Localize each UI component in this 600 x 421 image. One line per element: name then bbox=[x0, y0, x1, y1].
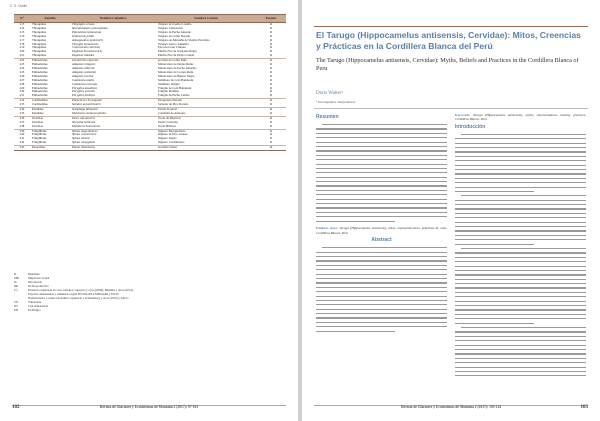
cell-family: Emberizidae bbox=[32, 93, 48, 98]
cell-common-name: Tangara de Cuello Castaño bbox=[156, 23, 256, 27]
cell-number: 216 bbox=[19, 33, 25, 38]
cell-family: Emberizidae bbox=[32, 77, 48, 82]
cell-scientific-name: Phrygilus alaudinus bbox=[72, 85, 98, 90]
cell-common-name: Tordo Brilloso bbox=[158, 123, 177, 128]
cell-number: 243 bbox=[14, 146, 30, 151]
cell-number: 238 bbox=[19, 123, 25, 128]
cell-scientific-name: Dives warszewiczi bbox=[70, 116, 156, 120]
cell-scientific-name: Anisognathus igniventris bbox=[72, 37, 103, 42]
cell-common-name: Tangara Cabeciazul bbox=[158, 25, 183, 30]
cell-common-name: Matorralero de Corona Rufa bbox=[158, 69, 194, 74]
resumen-body bbox=[316, 122, 447, 223]
cell-status: R bbox=[269, 53, 273, 58]
cell-number: 229 bbox=[19, 85, 25, 90]
cell-family: Thraupidae bbox=[32, 33, 47, 38]
cell-number: 217 bbox=[19, 37, 25, 42]
note-key: VU bbox=[14, 300, 19, 304]
cell-number: 221 bbox=[19, 53, 25, 58]
running-head: C. S. Ovidio bbox=[10, 4, 28, 8]
cell-number: 237 bbox=[19, 119, 25, 124]
keywords-english-text: Tarugo (Hippocamelus antisensis), myths, representations, hunting practices, Cordillera Blanca, Peru bbox=[455, 113, 587, 122]
cell-scientific-name: Pheucticus chrysogaster bbox=[70, 99, 156, 103]
cell-number: 233 bbox=[19, 102, 25, 107]
cell-number: 228 bbox=[19, 81, 25, 86]
cell-scientific-name: Atlapetes rufigenis bbox=[72, 62, 96, 67]
note-text: Especies amenazadas y endémicas según DS 004-2014-MINAGRI y UICN. bbox=[28, 292, 120, 296]
note-item bbox=[14, 308, 286, 312]
cell-number: 225 bbox=[19, 69, 25, 74]
cell-status: R bbox=[269, 73, 273, 78]
cell-status: R bbox=[269, 140, 273, 145]
cell-number: 235 bbox=[19, 110, 25, 115]
cell-common-name: Saltador de Pico Dorado bbox=[158, 102, 189, 107]
cell-family: Emberizidae bbox=[32, 81, 48, 86]
cell-family: Emberizidae bbox=[32, 62, 48, 67]
cell-scientific-name: Saltator aurantiirostris bbox=[72, 102, 101, 107]
cell-scientific-name: Spinus atratus bbox=[72, 136, 90, 141]
note-text: No Reproductivo bbox=[28, 284, 49, 288]
cell-scientific-name: Zonotrichia capensis bbox=[70, 59, 156, 63]
cell-common-name: Candelita de Anteojos bbox=[158, 110, 186, 115]
cell-status: R bbox=[269, 136, 273, 141]
cell-scientific-name: Molothrus bonariensis bbox=[72, 123, 101, 128]
cell-number: 239 bbox=[14, 129, 30, 133]
keywords-english-label: Keywords: bbox=[455, 113, 471, 117]
author-name: Doris Walter¹ bbox=[316, 91, 343, 96]
cell-family: Parulidae bbox=[32, 110, 44, 115]
table-notes bbox=[14, 272, 286, 312]
cell-number: 234 bbox=[14, 108, 30, 112]
introduction-body bbox=[455, 132, 586, 378]
note-key: (*) bbox=[14, 288, 18, 292]
cell-common-name: Tangara-de-Montaña de Vientre Escarlata bbox=[158, 37, 210, 42]
cell-status: In bbox=[256, 146, 286, 151]
title-rule bbox=[314, 26, 588, 27]
cell-status: R bbox=[269, 110, 273, 115]
keywords-spanish-label: Palabras clave: bbox=[316, 226, 339, 231]
author-affiliation: ¹ Investigadora independiente bbox=[316, 100, 356, 104]
cell-family: Thraupidae bbox=[32, 29, 47, 34]
cell-number: 224 bbox=[19, 65, 25, 70]
cell-status: R bbox=[269, 85, 273, 90]
cell-common-name: Matorralero de Pecho Amarillo bbox=[158, 65, 197, 70]
col-header-scientific-name: Nombre Científico bbox=[70, 15, 156, 23]
cell-scientific-name: Catamenia analis bbox=[72, 77, 94, 82]
cell-scientific-name: Catamenia inornata bbox=[72, 81, 98, 86]
cell-common-name: Pecho Colorado bbox=[158, 119, 178, 124]
cell-common-name: Matorralero de Babero Negro bbox=[158, 73, 195, 78]
note-key: R bbox=[14, 272, 17, 276]
cell-status: R bbox=[269, 89, 273, 94]
cell-common-name: Gorrión de Collar Rufo bbox=[156, 59, 256, 63]
keywords-spanish-text: Tarugo (Hippocamelus antisensis), mitos, representaciones, prácticas de caza, Cordillera Blanca, Perú bbox=[316, 226, 447, 235]
cell-status: R bbox=[269, 102, 273, 107]
text-line bbox=[316, 219, 447, 223]
cell-scientific-name: Diglossa sittoides bbox=[72, 53, 95, 58]
cell-scientific-name: Sporathraupis cyanocephala bbox=[72, 25, 108, 30]
cell-common-name: Pincha-Flor de Pecho Canela bbox=[158, 53, 194, 58]
cell-number: 218 bbox=[19, 41, 25, 46]
cell-scientific-name: Atlapetes tricolor bbox=[72, 73, 94, 78]
cell-family: Parulidae bbox=[30, 108, 70, 112]
cell-status: R bbox=[256, 99, 286, 103]
cell-family: Thraupidae bbox=[32, 53, 47, 58]
article-title-english: The Tarugo (Hippocamelus antisensis, Cervidae): Myths, Beliefs and Practices in the Cordillera Blanca of Peru bbox=[316, 57, 579, 73]
cell-common-name: Tordo de Matorral bbox=[156, 116, 256, 120]
col-header-number: N° bbox=[14, 15, 30, 23]
note-key: NR bbox=[14, 284, 19, 288]
cell-common-name: Semillero de Cola Bandeada bbox=[158, 77, 194, 82]
cell-family: Thraupidae bbox=[32, 45, 47, 50]
cell-number: 215 bbox=[19, 29, 25, 34]
cell-scientific-name: Sturnella bellicosa bbox=[72, 119, 96, 124]
text-line bbox=[316, 329, 447, 333]
col-header-family: Familia bbox=[30, 15, 70, 23]
cell-scientific-name: Pipraeidea melanonota bbox=[72, 29, 102, 34]
cell-status: R bbox=[269, 65, 273, 70]
cell-status: R bbox=[269, 119, 273, 124]
cell-number: 219 bbox=[19, 45, 25, 50]
cell-scientific-name: Atlapetes seebohmi bbox=[72, 69, 96, 74]
resumen-heading: Resumen bbox=[316, 114, 339, 120]
note-key: EN bbox=[14, 308, 18, 312]
journal-citation: Revista de Glaciares y Ecosistemas de Montaña 2 (2017): 97-102 bbox=[99, 405, 199, 409]
note-key: NT bbox=[14, 304, 18, 308]
cell-status: R bbox=[269, 93, 273, 98]
cell-scientific-name: Thraupis bonariensis bbox=[72, 41, 99, 46]
cell-scientific-name: Spinus uropygialis bbox=[72, 140, 96, 145]
cell-number: 232 bbox=[14, 99, 30, 103]
cell-scientific-name: Atlapetes albiceps bbox=[72, 65, 95, 70]
cell-family: Emberizidae bbox=[32, 89, 48, 94]
cell-status: R bbox=[269, 25, 273, 30]
cell-number: 222 bbox=[14, 59, 30, 63]
table-row bbox=[14, 146, 286, 151]
cell-family: Cardinalidae bbox=[32, 102, 48, 107]
cell-family: Icteridae bbox=[32, 123, 43, 128]
cell-number: 240 bbox=[19, 132, 25, 137]
cell-common-name: Semillero Simple bbox=[158, 81, 180, 86]
note-text: Introducido bbox=[28, 280, 42, 284]
cell-status: R bbox=[256, 108, 286, 112]
page-number: 103 bbox=[580, 405, 588, 410]
abstract-heading: Abstract bbox=[371, 237, 392, 244]
cell-family: Thraupidae bbox=[30, 23, 70, 27]
cell-family: Thraupidae bbox=[32, 25, 47, 30]
article-title-spanish: El Tarugo (Hippocamelus antisensis, Cervidae): Mitos, Creencias y Prácticas en la Cordillera Blanca del Perú bbox=[316, 30, 581, 51]
cell-status: R bbox=[269, 77, 273, 82]
col-header-status: Estatus bbox=[256, 15, 286, 23]
species-table-body bbox=[14, 23, 286, 151]
cell-scientific-name: Diglossa brunneiventris bbox=[72, 49, 102, 54]
cell-common-name: Jilguero Negro bbox=[158, 136, 177, 141]
right-footer bbox=[302, 405, 600, 415]
cell-scientific-name: Myioborus melanocephalus bbox=[72, 110, 107, 115]
header-divider bbox=[314, 108, 588, 109]
cell-scientific-name: Spinus magellanicus bbox=[70, 129, 156, 133]
introduction-heading: Introducción bbox=[455, 123, 486, 130]
table-header-row bbox=[14, 15, 286, 23]
cell-family: Thraupidae bbox=[32, 49, 47, 54]
cell-scientific-name: Setophaga pitiayumi bbox=[70, 108, 156, 112]
cell-status: R bbox=[269, 29, 273, 34]
cell-status: R bbox=[269, 62, 273, 67]
cell-common-name: Pincha-Flor de Garganta Negra bbox=[158, 49, 197, 54]
note-text: Nomenclatura y orden taxonómico siguiendo a Schulenberg y otros (2010) y SACC. bbox=[28, 296, 130, 300]
right-column bbox=[455, 113, 586, 378]
cell-number: 220 bbox=[19, 49, 25, 54]
cell-status: R bbox=[269, 41, 273, 46]
cell-number: 230 bbox=[19, 89, 25, 94]
left-footer bbox=[0, 405, 298, 415]
cell-status: R bbox=[256, 116, 286, 120]
keywords-english bbox=[455, 113, 586, 122]
journal-citation: Revista de Glaciares y Ecosistemas de Montaña 2 (2017): 103-114 bbox=[401, 405, 501, 409]
cell-family: Emberizidae bbox=[32, 73, 48, 78]
cell-family: Emberizidae bbox=[30, 59, 70, 63]
cell-family: Thraupidae bbox=[32, 37, 47, 42]
note-text: Presencia registrada en otros estudios: Guerrero y otros (2009); Huamán y otros (2014). bbox=[28, 288, 134, 292]
cell-number: 242 bbox=[19, 140, 25, 145]
cell-common-name: Pico-de-Cono Cinéreo bbox=[158, 45, 186, 50]
cell-common-name: Fringilo de Pecho Cenizo bbox=[158, 93, 190, 98]
cell-status: R bbox=[256, 129, 286, 133]
cell-family: Icteridae bbox=[30, 116, 70, 120]
cell-family: Passeridae bbox=[30, 146, 70, 151]
cell-scientific-name: Phrygilus plebejus bbox=[72, 93, 96, 98]
cell-common-name: Picogrueso Dorado bbox=[156, 99, 256, 103]
cell-number: 213 bbox=[14, 23, 30, 27]
cell-family: Fringillidae bbox=[30, 129, 70, 133]
page-number: 102 bbox=[12, 405, 20, 410]
col-header-common-name: Nombre Común bbox=[156, 15, 256, 23]
note-text: En Peligro bbox=[28, 308, 41, 312]
cell-common-name: Jilguero Cordillerano bbox=[158, 140, 185, 145]
cell-family: Emberizidae bbox=[32, 85, 48, 90]
cell-family: Icteridae bbox=[32, 119, 43, 124]
cell-number: 241 bbox=[19, 136, 25, 141]
cell-family: Fringillidae bbox=[32, 140, 47, 145]
cell-status: R bbox=[269, 132, 273, 137]
cell-common-name: Fringilo de Cola Bandeada bbox=[158, 85, 192, 90]
cell-status: R bbox=[256, 59, 286, 63]
cell-number: 231 bbox=[19, 93, 25, 98]
cell-scientific-name: Thlypopsis ornata bbox=[70, 23, 156, 27]
species-table bbox=[14, 14, 286, 151]
note-text: Vulnerable bbox=[28, 300, 42, 304]
left-page bbox=[0, 0, 298, 421]
cell-family: Fringillidae bbox=[32, 136, 47, 141]
cell-common-name: Tangara de Collar Dorado bbox=[158, 33, 191, 38]
cell-status: R bbox=[269, 123, 273, 128]
note-key: In bbox=[14, 280, 17, 284]
cell-status: R bbox=[256, 23, 286, 27]
keywords-spanish bbox=[316, 226, 447, 235]
cell-status: R bbox=[269, 49, 273, 54]
cell-status: R bbox=[269, 81, 273, 86]
cell-common-name: Jilguero de Pico Grueso bbox=[158, 132, 188, 137]
cell-scientific-name: Iridosornis jelskii bbox=[72, 33, 94, 38]
cell-common-name: Tangara de Pecho Anteado bbox=[158, 29, 192, 34]
cell-number: 223 bbox=[19, 62, 25, 67]
cell-status: R bbox=[269, 37, 273, 42]
note-text: Migratorio boreal bbox=[28, 276, 50, 280]
cell-status: R bbox=[269, 33, 273, 38]
cell-common-name: Fringilo Plomizo bbox=[158, 89, 180, 94]
cell-scientific-name: Phrygilus unicolor bbox=[72, 89, 96, 94]
right-page bbox=[302, 0, 600, 421]
cell-status: R bbox=[269, 69, 273, 74]
cell-common-name: Parula Tropical bbox=[156, 108, 256, 112]
cell-number: 227 bbox=[19, 77, 25, 82]
cell-family: Thraupidae bbox=[32, 41, 47, 46]
cell-status: R bbox=[269, 45, 273, 50]
note-text: Residente bbox=[28, 272, 40, 276]
left-column bbox=[316, 113, 447, 333]
note-text: Casi Amenazado bbox=[28, 304, 49, 308]
cell-scientific-name: Spinus crassirostris bbox=[72, 132, 97, 137]
abstract-body bbox=[316, 246, 447, 334]
cell-family: Emberizidae bbox=[32, 65, 48, 70]
cell-common-name: Tangara Azul y Amarilla bbox=[158, 41, 189, 46]
cell-number: 214 bbox=[19, 25, 25, 30]
cell-common-name: Jilguero Encapuchado bbox=[156, 129, 256, 133]
cell-common-name: Matorralero de Orejas Rufas bbox=[158, 62, 194, 67]
cell-number: 226 bbox=[19, 73, 25, 78]
note-key: MB bbox=[14, 276, 19, 280]
cell-family: Emberizidae bbox=[32, 69, 48, 74]
cell-scientific-name: Conirostrum cinereum bbox=[72, 45, 100, 50]
cell-number: 236 bbox=[14, 116, 30, 120]
text-line bbox=[455, 374, 586, 378]
cell-family: Cardinalidae bbox=[30, 99, 70, 103]
cell-scientific-name: Passer domesticus bbox=[70, 146, 156, 151]
cell-common-name: Gorrión Casero bbox=[156, 146, 256, 151]
cell-family: Fringillidae bbox=[32, 132, 47, 137]
